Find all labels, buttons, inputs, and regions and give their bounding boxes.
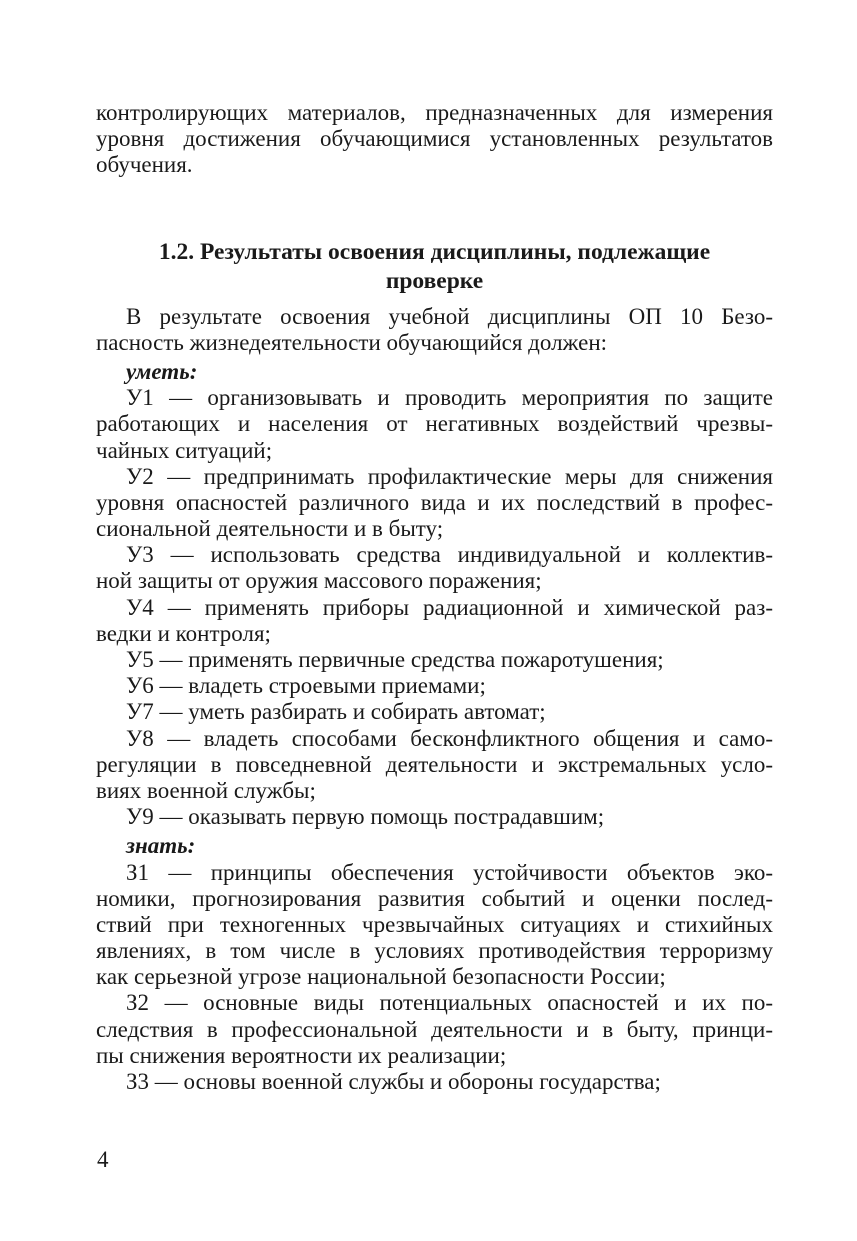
skill-item <box>96 464 773 543</box>
heading-line: проверке <box>385 267 484 294</box>
text-line: ной защиты от оружия массового поражения; <box>96 568 542 594</box>
intro-paragraph <box>96 100 773 179</box>
skill-item <box>96 726 773 805</box>
page-body <box>96 100 773 1095</box>
skill-item <box>96 385 773 464</box>
text-line: У7 — уметь разбирать и собирать автомат; <box>126 699 546 725</box>
section-heading <box>96 238 773 296</box>
text-line: следствия в профессиональной деятельности и в быту, принци- <box>96 1016 773 1042</box>
text-line: как серьезной угрозе национальной безопасности России; <box>96 964 666 990</box>
text-line: пасность жизнедеятельности обучающийся должен: <box>96 329 608 355</box>
text-line: З1 — принципы обеспечения устойчивости объектов эко- <box>126 859 773 885</box>
text-line: У4 — применять приборы радиационной и химической раз- <box>126 594 773 620</box>
text-line: контролирующих материалов, предназначенных для измерения <box>96 100 773 125</box>
skill-item <box>96 647 773 673</box>
text-line: уровня опасностей различного вида и их последствий в профес- <box>96 489 773 515</box>
skill-item <box>96 699 773 725</box>
text-line: обучения. <box>96 152 193 178</box>
knowledge-label: знать: <box>126 833 196 859</box>
text-line: работающих и населения от негативных воздействий чрезвы- <box>96 411 773 437</box>
skill-item <box>96 542 773 594</box>
text-line: ствий при техногенных чрезвычайных ситуациях и стихийных <box>96 911 773 937</box>
text-line: виях военной службы; <box>96 777 316 803</box>
text-line: З3 — основы военной службы и обороны государства; <box>126 1069 661 1094</box>
skills-label: уметь: <box>126 358 198 384</box>
text-line: явлениях, в том числе в условиях противодействия терроризму <box>96 938 773 964</box>
text-line: У8 — владеть способами бесконфликтного общения и само- <box>126 725 773 751</box>
text-line: У6 — владеть строевыми приемами; <box>126 673 486 699</box>
lead-paragraph <box>96 304 773 356</box>
text-line: уровня достижения обучающимися установленных результатов <box>96 126 773 152</box>
knowledge-item <box>96 990 773 1069</box>
text-line: ведки и контроля; <box>96 620 271 646</box>
knowledge-list <box>96 860 773 1096</box>
skill-item <box>96 595 773 647</box>
text-line: З2 — основные виды потенциальных опасностей и их по- <box>126 990 773 1016</box>
text-line: сиональной деятельности и в быту; <box>96 516 444 542</box>
page-number: 4 <box>97 1147 109 1172</box>
text-line: У3 — использовать средства индивидуальной и коллектив- <box>126 542 773 568</box>
skill-item <box>96 804 773 830</box>
text-line: регуляции в повседневной деятельности и экстремальных усло- <box>96 751 773 777</box>
text-line: У5 — применять первичные средства пожаротушения; <box>126 647 664 672</box>
text-line: чайных ситуаций; <box>96 437 273 463</box>
text-line: пы снижения вероятности их реализации; <box>96 1042 507 1068</box>
text-line: У2 — предпринимать профилактические меры для снижения <box>126 463 773 489</box>
heading-line: 1.2. Результаты освоения дисциплины, подлежащие <box>158 238 711 265</box>
text-line: У1 — организовывать и проводить мероприятия по защите <box>126 385 773 411</box>
text-line: У9 — оказывать первую помощь пострадавшим; <box>126 804 605 830</box>
knowledge-item <box>96 860 773 991</box>
knowledge-item <box>96 1069 773 1095</box>
text-line: номики, прогнозирования развития событий и оценки послед- <box>96 885 773 911</box>
skills-list <box>96 385 773 830</box>
skill-item <box>96 673 773 699</box>
text-line: В результате освоения учебной дисциплины ОП 10 Безо- <box>126 303 773 329</box>
